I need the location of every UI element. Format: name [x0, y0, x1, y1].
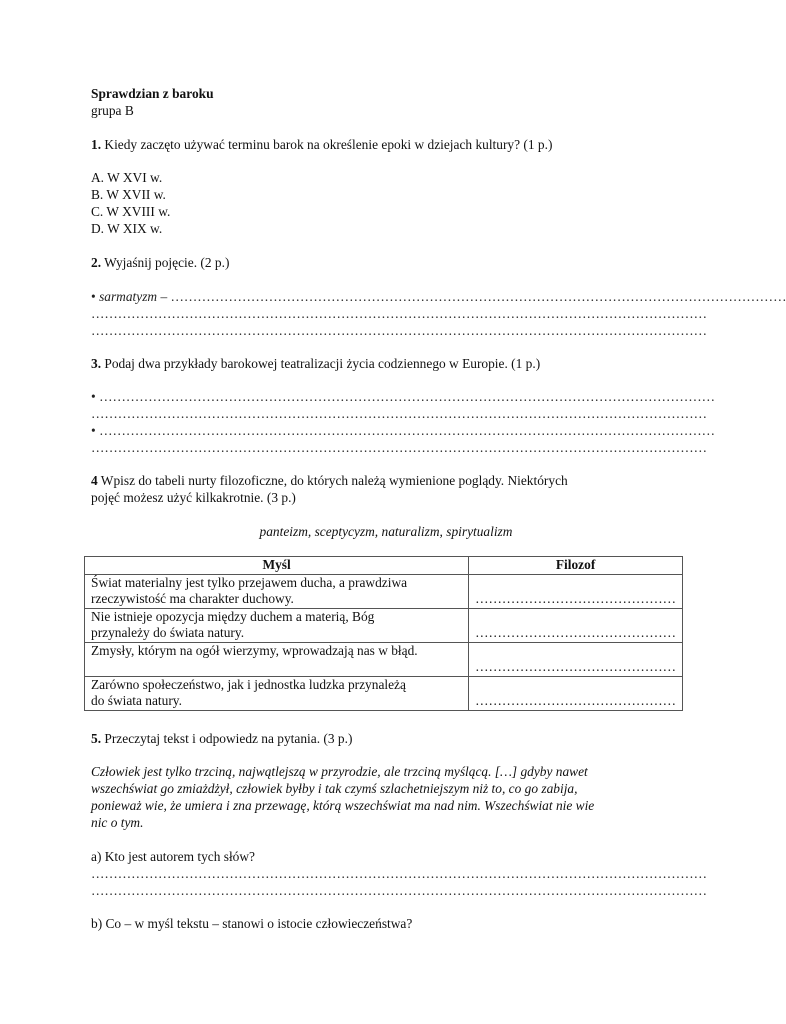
question-1-text: Kiedy zaczęto używać terminu barok na określenie epoki w dziejach kultury? (1 p.) — [101, 137, 553, 152]
thought-cell — [85, 642, 469, 676]
q3-bullet-1: • — [91, 389, 96, 404]
q2-term: sarmatyzm — [99, 289, 158, 304]
q2-dash: – — [157, 289, 171, 304]
thought-cell — [85, 574, 469, 608]
q5-a-answer-1[interactable]: ………………………………………………………………………………………………………………………… — [91, 866, 707, 881]
philosopher-answer[interactable]: ……………………………………… — [469, 574, 683, 608]
question-4 — [91, 473, 681, 490]
quote-line: ponieważ wie, że umiera i zna przewagę, którą wszechświat ma nad nim. Wszechświat nie wie — [91, 798, 595, 813]
q5-sub-a: a) Kto jest autorem tych słów? — [91, 849, 255, 864]
q4-terms: panteizm, sceptycyzm, naturalizm, spirytualizm — [259, 524, 513, 539]
table-row — [85, 574, 683, 608]
question-3-text: Podaj dwa przykłady barokowej teatralizacji życia codziennego w Europie. (1 p.) — [101, 356, 541, 371]
thought-line: Świat materialny jest tylko przejawem ducha, a prawdziwa — [91, 574, 408, 590]
question-2-text: Wyjaśnij pojęcie. (2 p.) — [101, 255, 230, 270]
q2-answer-line-3[interactable]: ………………………………………………………………………………………………………………………… — [91, 323, 707, 338]
q3-answer-1-line-2[interactable]: ………………………………………………………………………………………………………………………… — [91, 406, 707, 421]
question-4-text-2: pojęć możesz użyć kilkakrotnie. (3 p.) — [91, 490, 296, 505]
thought-line: Zmysły, którym na ogół wierzymy, wprowadzają nas w błąd. — [91, 642, 418, 658]
question-2-number: 2. — [91, 255, 102, 270]
q1-option-b: B. W XVII w. — [91, 187, 166, 202]
q5-a-answer-2[interactable]: ………………………………………………………………………………………………………………………… — [91, 883, 707, 898]
q2-bullet: • — [91, 289, 96, 304]
table-row — [85, 676, 683, 710]
q2-answer-line-2[interactable]: ………………………………………………………………………………………………………………………… — [91, 306, 707, 321]
q1-option-a: A. W XVI w. — [91, 170, 163, 185]
question-5 — [91, 731, 681, 748]
header-philosopher: Filozof — [469, 557, 683, 575]
q3-bullet-2: • — [91, 423, 96, 438]
thought-line: przynależy do świata natury. — [91, 625, 245, 640]
thought-line: do świata natury. — [91, 693, 182, 708]
quote-line: nic o tym. — [91, 815, 144, 830]
thinkers-table — [84, 556, 683, 711]
question-3-number: 3. — [91, 356, 102, 371]
q3-answer-2-dots[interactable]: ………………………………………………………………………………………………………………………… — [99, 423, 716, 438]
thought-line: rzeczywistość ma charakter duchowy. — [91, 591, 294, 606]
q3-answer-1 — [91, 389, 716, 406]
thought-line: Zarówno społeczeństwo, jak i jednostka ludzka przynależą — [91, 676, 406, 692]
philosopher-answer[interactable]: ……………………………………… — [469, 642, 683, 676]
thought-line: Nie istnieje opozycja między duchem a materią, Bóg — [91, 608, 375, 624]
table-row — [85, 642, 683, 676]
question-4-text-1: Wpisz do tabeli nurty filozoficzne, do których należą wymienione poglądy. Niektórych — [97, 473, 568, 488]
philosopher-answer[interactable]: ……………………………………… — [469, 676, 683, 710]
table-header-row — [85, 557, 683, 575]
question-5-number: 5. — [91, 731, 102, 746]
q2-answer-dots[interactable]: ………………………………………………………………………………………………………………………… — [170, 289, 786, 304]
thought-cell — [85, 676, 469, 710]
question-2 — [91, 255, 681, 272]
question-5-text: Przeczytaj tekst i odpowiedz na pytania. (3 p.) — [101, 731, 353, 746]
q3-answer-1-dots[interactable]: ………………………………………………………………………………………………………………………… — [99, 389, 716, 404]
exam-group: grupa B — [91, 103, 134, 118]
q3-answer-2-line-2[interactable]: ………………………………………………………………………………………………………………………… — [91, 440, 707, 455]
q2-term-line — [91, 289, 786, 306]
table-row — [85, 608, 683, 642]
question-3 — [91, 356, 681, 373]
philosopher-answer[interactable]: ……………………………………… — [469, 608, 683, 642]
question-1-number: 1. — [91, 137, 102, 152]
q1-option-d: D. W XIX w. — [91, 221, 163, 236]
quote-line: wszechświat go zmiażdżył, człowiek byłby i tak czymś szlachetniejszym niż to, co go zabija, — [91, 781, 578, 796]
quote-line: Człowiek jest tylko trzciną, najwątlejszą w przyrodzie, ale trzciną myślącą. […] gdyby nawet — [91, 764, 588, 779]
thought-cell — [85, 608, 469, 642]
q1-option-c: C. W XVIII w. — [91, 204, 171, 219]
q3-answer-2 — [91, 423, 716, 440]
question-1 — [91, 137, 681, 154]
question-4-number: 4 — [91, 473, 98, 488]
q5-sub-b: b) Co – w myśl tekstu – stanowi o istocie człowieczeństwa? — [91, 916, 413, 931]
exam-title: Sprawdzian z baroku — [91, 86, 214, 101]
header-thought: Myśl — [85, 557, 469, 575]
